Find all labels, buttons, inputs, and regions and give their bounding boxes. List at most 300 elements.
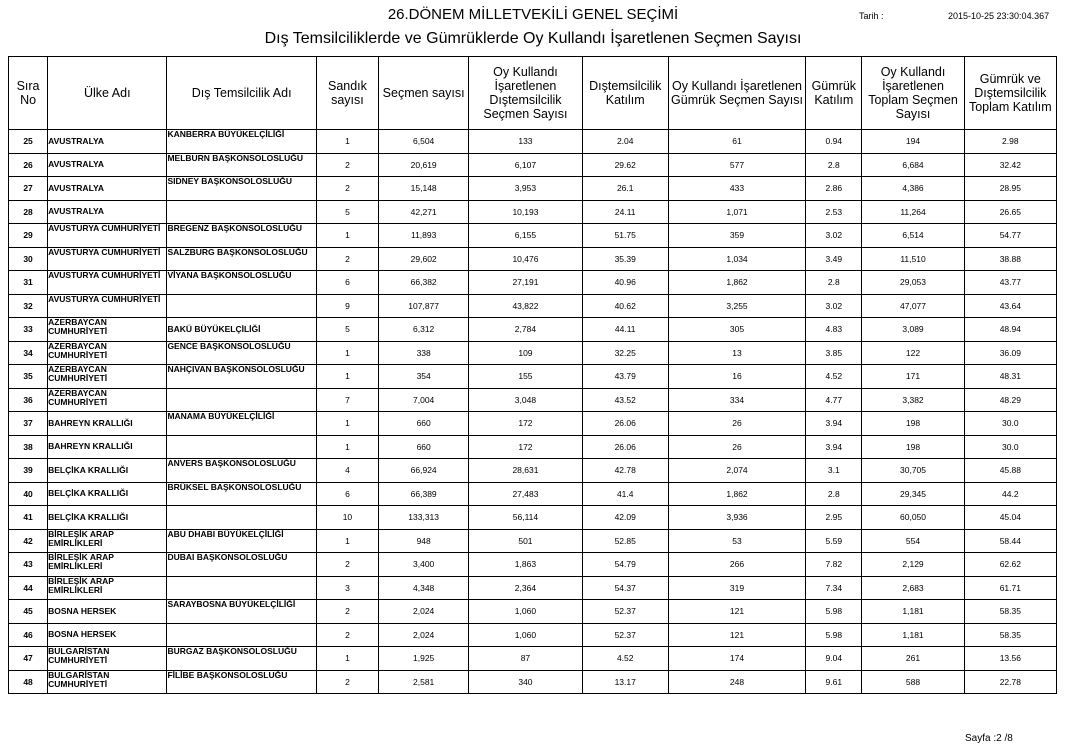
cell-gumruk-secmen: 3,936 [668,506,805,530]
cell-distemsilcilik-secmen: 27,483 [469,482,582,506]
cell-secmen-sayisi: 4,348 [379,576,469,600]
cell-toplam-katilim: 30.0 [964,435,1056,459]
cell-dis-temsilcilik-adi [167,576,316,600]
cell-toplam-katilim: 61.71 [964,576,1056,600]
cell-gumruk-secmen: 1,034 [668,247,805,271]
table-row [9,623,1057,647]
cell-gumruk-katilim: 3.02 [806,224,862,248]
table-row [9,647,1057,671]
cell-secmen-sayisi: 7,004 [379,388,469,412]
cell-gumruk-secmen: 13 [668,341,805,365]
cell-distemsilcilik-katilim: 52.85 [582,529,668,553]
cell-sandik-sayisi: 2 [316,247,378,271]
column-header-gumruk-secmen: Oy Kullandı İşaretlenen Gümrük Seçmen Sayısı [668,57,805,130]
cell-gumruk-secmen: 1,071 [668,200,805,224]
cell-sira-no: 27 [9,177,48,201]
cell-distemsilcilik-katilim: 54.79 [582,553,668,577]
cell-sira-no: 48 [9,670,48,694]
cell-dis-temsilcilik-adi: DUBAI BAŞKONSOLOSLUĞU [167,553,316,577]
cell-sira-no: 34 [9,341,48,365]
table-row [9,247,1057,271]
cell-toplam-secmen: 588 [862,670,964,694]
cell-dis-temsilcilik-adi [167,435,316,459]
cell-toplam-secmen: 2,129 [862,553,964,577]
page-number: Sayfa :2 /8 [965,733,1013,744]
cell-distemsilcilik-katilim: 26.06 [582,412,668,436]
cell-ulke-adi: BELÇİKA KRALLIĞI [48,506,167,530]
cell-ulke-adi: AVUSTURYA CUMHURİYETİ [48,247,167,271]
cell-sira-no: 44 [9,576,48,600]
table-row [9,600,1057,624]
cell-sira-no: 25 [9,130,48,154]
cell-distemsilcilik-katilim: 52.37 [582,623,668,647]
header-row [9,57,1057,130]
cell-sandik-sayisi: 1 [316,224,378,248]
document-title: 26.DÖNEM MİLLETVEKİLİ GENEL SEÇİMİ [387,6,679,23]
cell-ulke-adi: AVUSTURYA CUMHURİYETİ [48,224,167,248]
cell-secmen-sayisi: 660 [379,435,469,459]
cell-toplam-katilim: 30.0 [964,412,1056,436]
cell-toplam-secmen: 3,089 [862,318,964,342]
cell-secmen-sayisi: 354 [379,365,469,389]
cell-dis-temsilcilik-adi [167,623,316,647]
cell-sandik-sayisi: 9 [316,294,378,318]
cell-ulke-adi: BULGARİSTAN CUMHURİYETİ [48,647,167,671]
cell-secmen-sayisi: 107,877 [379,294,469,318]
cell-gumruk-secmen: 121 [668,600,805,624]
cell-ulke-adi: BOSNA HERSEK [48,600,167,624]
cell-distemsilcilik-katilim: 26.1 [582,177,668,201]
cell-gumruk-katilim: 3.85 [806,341,862,365]
cell-gumruk-katilim: 5.59 [806,529,862,553]
cell-sandik-sayisi: 1 [316,529,378,553]
cell-distemsilcilik-katilim: 52.37 [582,600,668,624]
cell-sira-no: 46 [9,623,48,647]
cell-toplam-secmen: 60,050 [862,506,964,530]
cell-toplam-secmen: 194 [862,130,964,154]
results-table [8,56,1057,694]
column-header-distemsilcilik-secmen: Oy Kullandı İşaretlenen Dıştemsilcilik Seçmen Sayısı [469,57,582,130]
cell-toplam-katilim: 58.35 [964,623,1056,647]
cell-toplam-secmen: 198 [862,435,964,459]
cell-distemsilcilik-secmen: 27,191 [469,271,582,295]
table-row [9,459,1057,483]
cell-toplam-katilim: 54.77 [964,224,1056,248]
cell-ulke-adi: BELÇİKA KRALLIĞI [48,482,167,506]
table-row [9,318,1057,342]
cell-dis-temsilcilik-adi [167,388,316,412]
cell-sandik-sayisi: 2 [316,670,378,694]
date-label: Tarih : [859,11,884,21]
cell-distemsilcilik-secmen: 87 [469,647,582,671]
cell-distemsilcilik-katilim: 24.11 [582,200,668,224]
cell-sira-no: 39 [9,459,48,483]
cell-distemsilcilik-secmen: 172 [469,435,582,459]
cell-distemsilcilik-secmen: 172 [469,412,582,436]
cell-distemsilcilik-katilim: 43.52 [582,388,668,412]
cell-gumruk-katilim: 3.1 [806,459,862,483]
cell-distemsilcilik-katilim: 13.17 [582,670,668,694]
cell-distemsilcilik-katilim: 43.79 [582,365,668,389]
cell-sira-no: 32 [9,294,48,318]
cell-sira-no: 30 [9,247,48,271]
cell-dis-temsilcilik-adi: MELBURN BAŞKONSOLOSLUĞU [167,153,316,177]
table-row [9,153,1057,177]
cell-dis-temsilcilik-adi: SALZBURG BAŞKONSOLOSLUĞU [167,247,316,271]
table-row [9,412,1057,436]
column-header-sandik-sayisi: Sandık sayısı [316,57,378,130]
cell-gumruk-katilim: 4.52 [806,365,862,389]
cell-sandik-sayisi: 1 [316,365,378,389]
cell-sira-no: 26 [9,153,48,177]
cell-gumruk-secmen: 26 [668,412,805,436]
cell-distemsilcilik-secmen: 10,476 [469,247,582,271]
cell-toplam-katilim: 45.04 [964,506,1056,530]
table-row [9,200,1057,224]
cell-sira-no: 41 [9,506,48,530]
cell-gumruk-secmen: 577 [668,153,805,177]
cell-dis-temsilcilik-adi: MANAMA BÜYÜKELÇİLİĞİ [167,412,316,436]
cell-gumruk-secmen: 174 [668,647,805,671]
cell-gumruk-secmen: 1,862 [668,482,805,506]
cell-gumruk-katilim: 9.04 [806,647,862,671]
cell-toplam-katilim: 62.62 [964,553,1056,577]
cell-gumruk-katilim: 3.94 [806,435,862,459]
cell-distemsilcilik-secmen: 501 [469,529,582,553]
cell-sira-no: 36 [9,388,48,412]
cell-secmen-sayisi: 2,024 [379,600,469,624]
cell-toplam-secmen: 3,382 [862,388,964,412]
cell-ulke-adi: AVUSTRALYA [48,153,167,177]
cell-gumruk-secmen: 121 [668,623,805,647]
cell-distemsilcilik-secmen: 3,048 [469,388,582,412]
cell-secmen-sayisi: 133,313 [379,506,469,530]
cell-gumruk-secmen: 433 [668,177,805,201]
cell-dis-temsilcilik-adi [167,294,316,318]
cell-sira-no: 42 [9,529,48,553]
cell-dis-temsilcilik-adi: ABU DHABI BÜYÜKELÇİLİĞİ [167,529,316,553]
cell-toplam-secmen: 11,510 [862,247,964,271]
column-header-dis-temsilcilik-adi: Dış Temsilcilik Adı [167,57,316,130]
cell-toplam-secmen: 261 [862,647,964,671]
cell-dis-temsilcilik-adi: SIDNEY BAŞKONSOLOSLUĞU [167,177,316,201]
cell-distemsilcilik-secmen: 2,364 [469,576,582,600]
cell-toplam-katilim: 45.88 [964,459,1056,483]
cell-toplam-secmen: 198 [862,412,964,436]
cell-toplam-katilim: 48.31 [964,365,1056,389]
cell-toplam-katilim: 43.64 [964,294,1056,318]
cell-toplam-secmen: 11,264 [862,200,964,224]
cell-ulke-adi: AZERBAYCAN CUMHURİYETİ [48,388,167,412]
cell-gumruk-secmen: 305 [668,318,805,342]
cell-distemsilcilik-secmen: 1,060 [469,600,582,624]
cell-gumruk-katilim: 9.61 [806,670,862,694]
cell-gumruk-katilim: 3.94 [806,412,862,436]
cell-sandik-sayisi: 2 [316,623,378,647]
cell-toplam-secmen: 1,181 [862,600,964,624]
cell-sira-no: 29 [9,224,48,248]
cell-gumruk-secmen: 248 [668,670,805,694]
cell-distemsilcilik-secmen: 43,822 [469,294,582,318]
cell-sira-no: 33 [9,318,48,342]
table-row [9,553,1057,577]
cell-sira-no: 35 [9,365,48,389]
cell-toplam-secmen: 6,684 [862,153,964,177]
cell-distemsilcilik-katilim: 51.75 [582,224,668,248]
cell-sandik-sayisi: 2 [316,177,378,201]
table-row [9,670,1057,694]
cell-gumruk-katilim: 2.53 [806,200,862,224]
cell-distemsilcilik-secmen: 28,631 [469,459,582,483]
cell-distemsilcilik-katilim: 2.04 [582,130,668,154]
cell-sandik-sayisi: 1 [316,412,378,436]
cell-sandik-sayisi: 6 [316,271,378,295]
cell-dis-temsilcilik-adi: GENCE BAŞKONSOLOSLUĞU [167,341,316,365]
table-row [9,224,1057,248]
cell-sandik-sayisi: 1 [316,341,378,365]
cell-sandik-sayisi: 2 [316,553,378,577]
cell-sandik-sayisi: 10 [316,506,378,530]
cell-gumruk-katilim: 7.34 [806,576,862,600]
cell-distemsilcilik-katilim: 42.09 [582,506,668,530]
table-row [9,177,1057,201]
cell-distemsilcilik-secmen: 109 [469,341,582,365]
cell-distemsilcilik-secmen: 155 [469,365,582,389]
cell-gumruk-katilim: 3.02 [806,294,862,318]
table-row [9,482,1057,506]
cell-ulke-adi: BELÇİKA KRALLIĞI [48,459,167,483]
cell-sandik-sayisi: 7 [316,388,378,412]
cell-gumruk-katilim: 7.82 [806,553,862,577]
cell-distemsilcilik-katilim: 40.62 [582,294,668,318]
cell-secmen-sayisi: 660 [379,412,469,436]
table-row [9,435,1057,459]
cell-distemsilcilik-katilim: 54.37 [582,576,668,600]
cell-ulke-adi: BİRLEŞİK ARAP EMİRLİKLERİ [48,553,167,577]
cell-sira-no: 38 [9,435,48,459]
cell-dis-temsilcilik-adi: SARAYBOSNA BÜYÜKELÇİLİĞİ [167,600,316,624]
cell-ulke-adi: BİRLEŞİK ARAP EMİRLİKLERİ [48,576,167,600]
cell-toplam-secmen: 554 [862,529,964,553]
cell-sandik-sayisi: 1 [316,435,378,459]
cell-toplam-katilim: 36.09 [964,341,1056,365]
cell-toplam-secmen: 30,705 [862,459,964,483]
cell-secmen-sayisi: 11,893 [379,224,469,248]
cell-toplam-katilim: 48.94 [964,318,1056,342]
cell-secmen-sayisi: 2,581 [379,670,469,694]
table-row [9,388,1057,412]
cell-sira-no: 45 [9,600,48,624]
cell-ulke-adi: AZERBAYCAN CUMHURİYETİ [48,365,167,389]
cell-toplam-secmen: 122 [862,341,964,365]
cell-distemsilcilik-katilim: 32.25 [582,341,668,365]
cell-dis-temsilcilik-adi: NAHÇIVAN BAŞKONSOLOSLUĞU [167,365,316,389]
cell-toplam-katilim: 48.29 [964,388,1056,412]
cell-gumruk-katilim: 4.83 [806,318,862,342]
cell-toplam-secmen: 4,386 [862,177,964,201]
cell-gumruk-secmen: 359 [668,224,805,248]
cell-sira-no: 31 [9,271,48,295]
column-header-ulke-adi: Ülke Adı [48,57,167,130]
cell-gumruk-secmen: 266 [668,553,805,577]
cell-ulke-adi: AVUSTRALYA [48,130,167,154]
cell-sandik-sayisi: 1 [316,647,378,671]
cell-dis-temsilcilik-adi: BREGENZ BAŞKONSOLOSLUĞU [167,224,316,248]
cell-toplam-katilim: 38.88 [964,247,1056,271]
cell-toplam-secmen: 2,683 [862,576,964,600]
cell-gumruk-secmen: 26 [668,435,805,459]
cell-secmen-sayisi: 3,400 [379,553,469,577]
cell-distemsilcilik-secmen: 1,060 [469,623,582,647]
table-row [9,529,1057,553]
cell-gumruk-secmen: 16 [668,365,805,389]
cell-toplam-katilim: 58.44 [964,529,1056,553]
cell-sandik-sayisi: 2 [316,600,378,624]
cell-ulke-adi: AZERBAYCAN CUMHURİYETİ [48,341,167,365]
cell-dis-temsilcilik-adi [167,200,316,224]
cell-gumruk-katilim: 3.49 [806,247,862,271]
cell-gumruk-katilim: 4.77 [806,388,862,412]
cell-ulke-adi: AVUSTRALYA [48,200,167,224]
cell-gumruk-katilim: 5.98 [806,623,862,647]
table-row [9,365,1057,389]
cell-distemsilcilik-secmen: 1,863 [469,553,582,577]
table-row [9,294,1057,318]
cell-sandik-sayisi: 2 [316,153,378,177]
cell-gumruk-secmen: 53 [668,529,805,553]
cell-sandik-sayisi: 4 [316,459,378,483]
cell-gumruk-katilim: 2.95 [806,506,862,530]
cell-toplam-secmen: 171 [862,365,964,389]
cell-dis-temsilcilik-adi: VİYANA BAŞKONSOLOSLUĞU [167,271,316,295]
column-header-sira-no: Sıra No [9,57,48,130]
cell-ulke-adi: BOSNA HERSEK [48,623,167,647]
cell-dis-temsilcilik-adi: FİLİBE BAŞKONSOLOSLUĞU [167,670,316,694]
cell-distemsilcilik-secmen: 10,193 [469,200,582,224]
cell-distemsilcilik-katilim: 35.39 [582,247,668,271]
cell-toplam-katilim: 2.98 [964,130,1056,154]
cell-distemsilcilik-katilim: 44.11 [582,318,668,342]
cell-distemsilcilik-secmen: 133 [469,130,582,154]
cell-ulke-adi: AVUSTRALYA [48,177,167,201]
cell-ulke-adi: BAHREYN KRALLIĞI [48,435,167,459]
cell-distemsilcilik-katilim: 41.4 [582,482,668,506]
cell-dis-temsilcilik-adi: BURGAZ BAŞKONSOLOSLUĞU [167,647,316,671]
table-row [9,341,1057,365]
cell-distemsilcilik-katilim: 42.78 [582,459,668,483]
cell-toplam-secmen: 29,345 [862,482,964,506]
cell-distemsilcilik-katilim: 40.96 [582,271,668,295]
cell-sira-no: 40 [9,482,48,506]
cell-sira-no: 47 [9,647,48,671]
cell-secmen-sayisi: 6,312 [379,318,469,342]
cell-sandik-sayisi: 1 [316,130,378,154]
cell-dis-temsilcilik-adi [167,506,316,530]
cell-secmen-sayisi: 2,024 [379,623,469,647]
cell-toplam-secmen: 1,181 [862,623,964,647]
column-header-gumruk-katilim: Gümrük Katılım [806,57,862,130]
cell-gumruk-katilim: 5.98 [806,600,862,624]
column-header-toplam-secmen: Oy Kullandı İşaretlenen Toplam Seçmen Sayısı [862,57,964,130]
table-row [9,271,1057,295]
cell-toplam-katilim: 43.77 [964,271,1056,295]
cell-distemsilcilik-katilim: 29.62 [582,153,668,177]
cell-gumruk-katilim: 2.8 [806,153,862,177]
cell-gumruk-katilim: 2.8 [806,482,862,506]
cell-gumruk-secmen: 319 [668,576,805,600]
cell-toplam-secmen: 47,077 [862,294,964,318]
cell-ulke-adi: BULGARİSTAN CUMHURİYETİ [48,670,167,694]
table-row [9,506,1057,530]
cell-gumruk-secmen: 3,255 [668,294,805,318]
cell-secmen-sayisi: 15,148 [379,177,469,201]
cell-gumruk-secmen: 334 [668,388,805,412]
cell-sandik-sayisi: 5 [316,200,378,224]
cell-secmen-sayisi: 1,925 [379,647,469,671]
cell-toplam-katilim: 44.2 [964,482,1056,506]
table-row [9,130,1057,154]
table-row [9,576,1057,600]
document-subtitle: Dış Temsilciliklerde ve Gümrüklerde Oy Kullandı İşaretlenen Seçmen Sayısı [264,30,802,47]
cell-secmen-sayisi: 66,382 [379,271,469,295]
cell-toplam-katilim: 32.42 [964,153,1056,177]
cell-dis-temsilcilik-adi: ANVERS BAŞKONSOLOSLUĞU [167,459,316,483]
table-body [9,130,1057,694]
cell-gumruk-katilim: 2.86 [806,177,862,201]
cell-sira-no: 28 [9,200,48,224]
cell-distemsilcilik-secmen: 6,155 [469,224,582,248]
cell-ulke-adi: AVUSTURYA CUMHURİYETİ [48,294,167,318]
cell-toplam-katilim: 22.78 [964,670,1056,694]
cell-secmen-sayisi: 20,619 [379,153,469,177]
cell-secmen-sayisi: 948 [379,529,469,553]
cell-distemsilcilik-katilim: 4.52 [582,647,668,671]
cell-toplam-katilim: 58.35 [964,600,1056,624]
cell-secmen-sayisi: 338 [379,341,469,365]
cell-distemsilcilik-secmen: 3,953 [469,177,582,201]
cell-sira-no: 43 [9,553,48,577]
cell-ulke-adi: BAHREYN KRALLIĞI [48,412,167,436]
cell-toplam-secmen: 6,514 [862,224,964,248]
cell-distemsilcilik-secmen: 6,107 [469,153,582,177]
cell-dis-temsilcilik-adi: BRÜKSEL BAŞKONSOLOSLUĞU [167,482,316,506]
cell-toplam-katilim: 26.65 [964,200,1056,224]
cell-secmen-sayisi: 6,504 [379,130,469,154]
cell-distemsilcilik-secmen: 2,784 [469,318,582,342]
cell-distemsilcilik-secmen: 340 [469,670,582,694]
cell-ulke-adi: AZERBAYCAN CUMHURİYETİ [48,318,167,342]
cell-sandik-sayisi: 6 [316,482,378,506]
cell-gumruk-secmen: 2,074 [668,459,805,483]
cell-distemsilcilik-katilim: 26.06 [582,435,668,459]
cell-toplam-katilim: 13.56 [964,647,1056,671]
cell-ulke-adi: AVUSTURYA CUMHURİYETİ [48,271,167,295]
cell-toplam-katilim: 28.95 [964,177,1056,201]
cell-toplam-secmen: 29,053 [862,271,964,295]
cell-ulke-adi: BİRLEŞİK ARAP EMİRLİKLERİ [48,529,167,553]
cell-gumruk-secmen: 1,862 [668,271,805,295]
cell-secmen-sayisi: 42,271 [379,200,469,224]
column-header-toplam-katilim: Gümrük ve Dıştemsilcilik Toplam Katılım [964,57,1056,130]
cell-secmen-sayisi: 29,602 [379,247,469,271]
cell-secmen-sayisi: 66,924 [379,459,469,483]
cell-sandik-sayisi: 3 [316,576,378,600]
cell-sira-no: 37 [9,412,48,436]
cell-secmen-sayisi: 66,389 [379,482,469,506]
column-header-distemsilcilik-katilim: Dıştemsilcilik Katılım [582,57,668,130]
column-header-secmen-sayisi: Seçmen sayısı [379,57,469,130]
cell-gumruk-secmen: 61 [668,130,805,154]
